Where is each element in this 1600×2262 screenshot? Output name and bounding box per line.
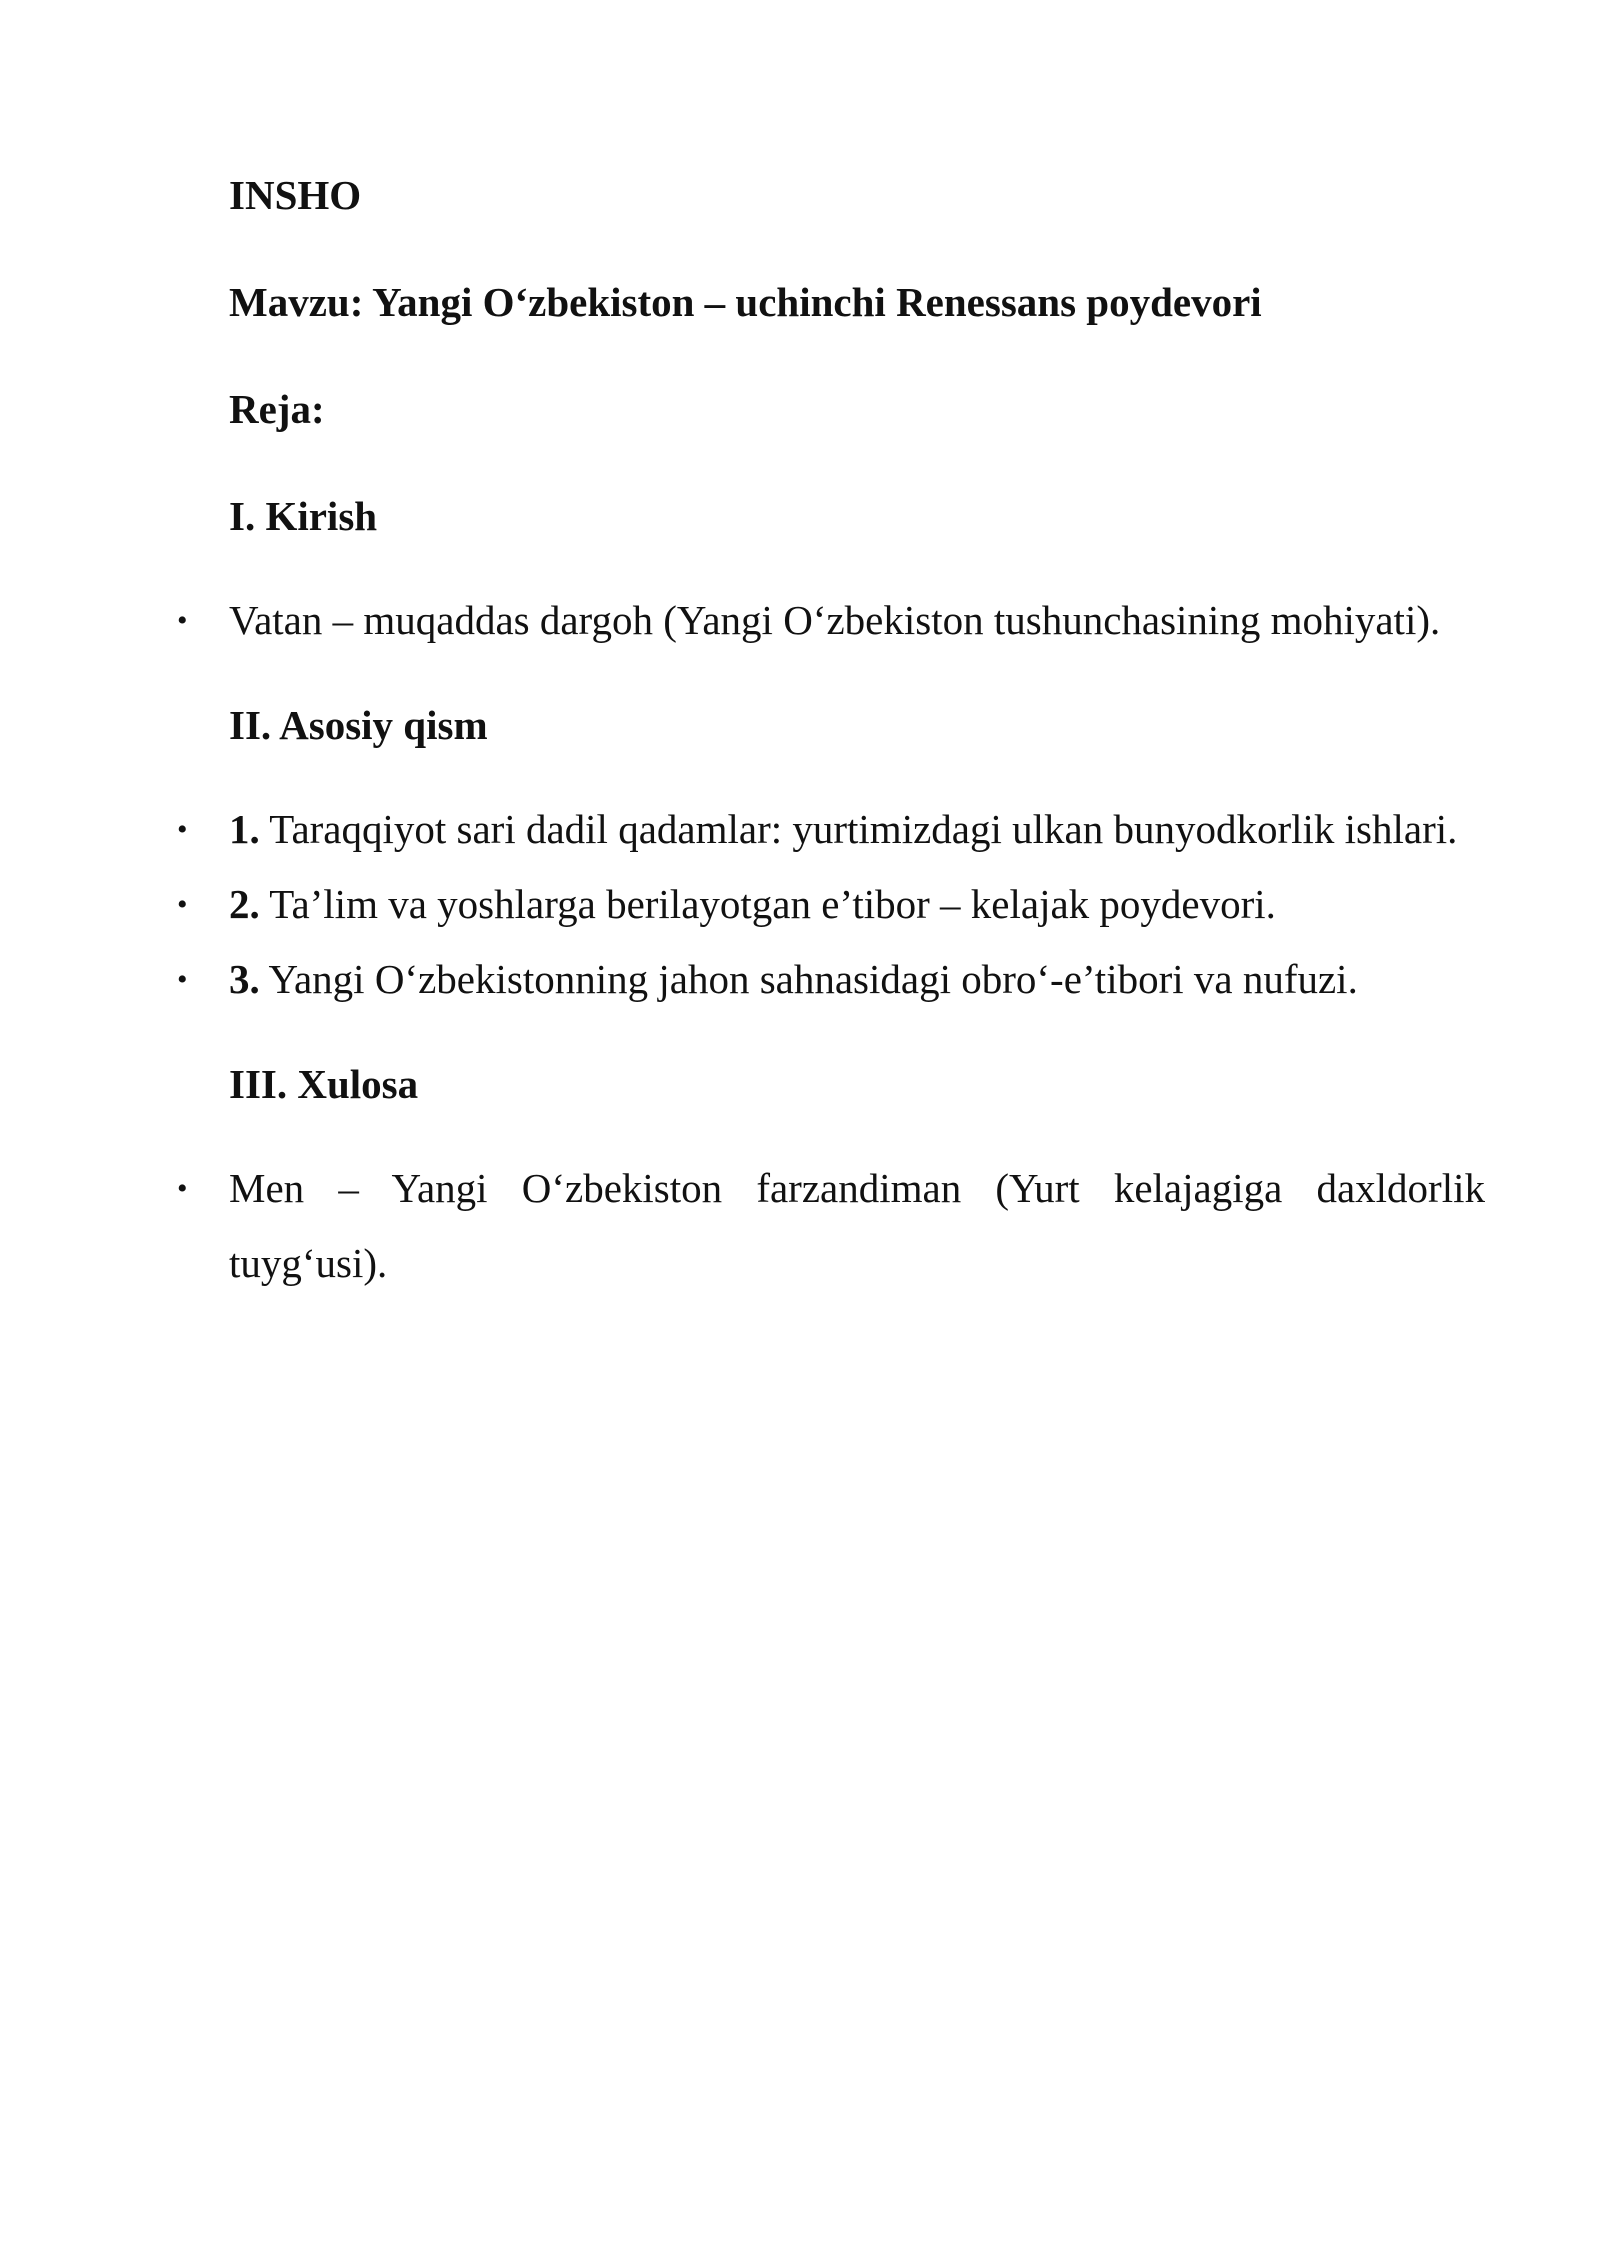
list-item-text: Taraqqiyot sari dadil qadamlar: yurtimizdagi ulkan bunyodkorlik ishlari. — [259, 806, 1458, 852]
document-body — [177, 170, 1485, 1343]
document-topic: Mavzu: Yangi O‘zbekiston – uchinchi Renessans poydevori — [229, 279, 1262, 325]
list-item — [177, 867, 1485, 942]
section-heading-conclusion: III. Xulosa — [229, 1061, 419, 1107]
introduction-list — [177, 583, 1485, 658]
list-item — [177, 583, 1485, 658]
document-title: INSHO — [229, 172, 362, 218]
bullet-icon: • — [177, 1172, 188, 1205]
list-item — [177, 792, 1485, 867]
section-heading-introduction: I. Kirish — [229, 493, 378, 539]
bullet-icon: • — [177, 963, 188, 996]
list-item-text: Ta’lim va yoshlarga berilayotgan e’tibor – kelajak poydevori. — [259, 881, 1276, 927]
section-heading-main-part: II. Asosiy qism — [229, 702, 488, 748]
bullet-icon: • — [177, 888, 188, 921]
list-item — [177, 1151, 1485, 1301]
bullet-icon: • — [177, 604, 188, 637]
list-item-number: 3. — [229, 956, 260, 1002]
list-item-text: Vatan – muqaddas dargoh (Yangi O‘zbekiston tushunchasining mohiyati). — [229, 597, 1441, 643]
bullet-icon: • — [177, 813, 188, 846]
list-item-number: 2. — [229, 881, 260, 927]
plan-label: Reja: — [229, 386, 325, 432]
conclusion-list — [177, 1151, 1485, 1301]
list-item — [177, 942, 1485, 1017]
list-item-text: Yangi O‘zbekistonning jahon sahnasidagi obro‘-e’tibori va nufuzi. — [259, 956, 1358, 1002]
list-item-text: Men – Yangi O‘zbekiston farzandiman (Yurt kelajagiga daxldorlik tuyg‘usi). — [229, 1165, 1485, 1286]
main-part-list — [177, 792, 1485, 1017]
list-item-number: 1. — [229, 806, 260, 852]
